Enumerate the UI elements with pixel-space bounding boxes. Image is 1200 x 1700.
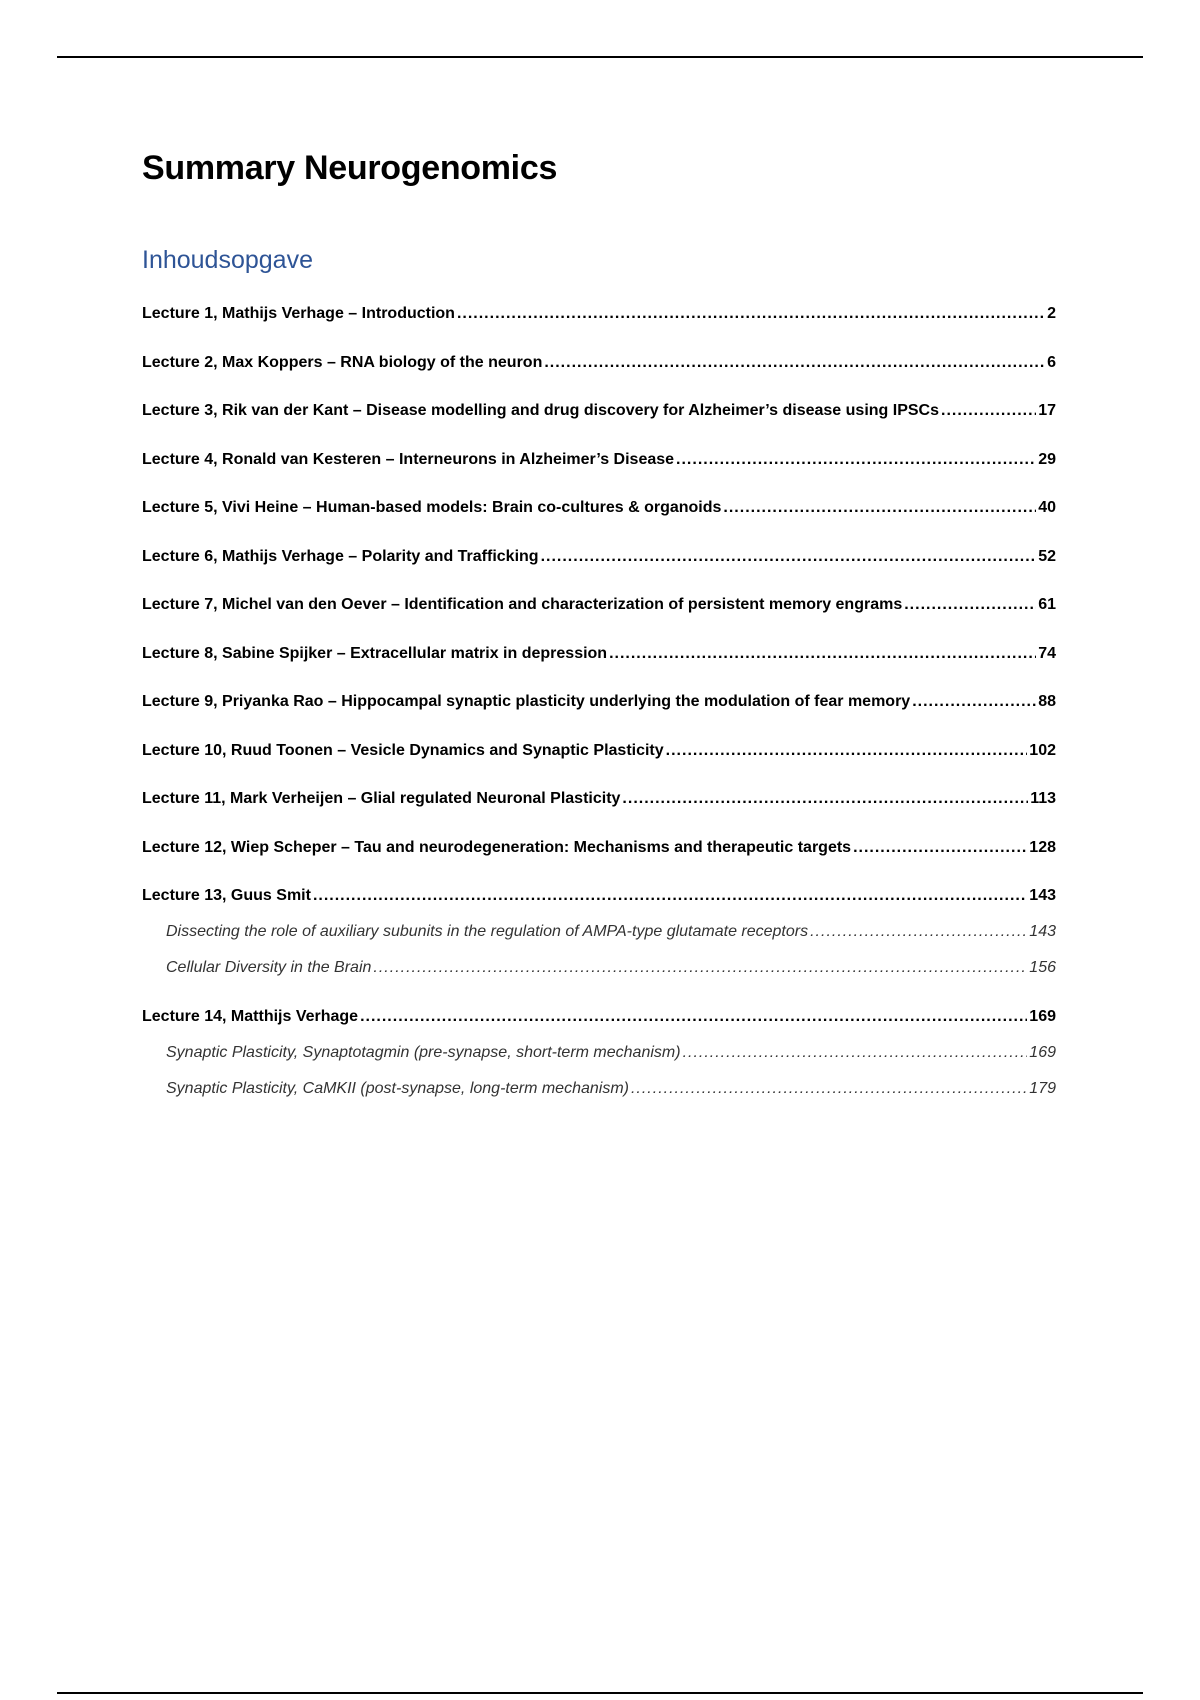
toc-entry-lecture-11[interactable] <box>142 787 1056 811</box>
toc-dot-leader <box>631 1077 1027 1101</box>
toc-entry-lecture-3[interactable] <box>142 399 1056 423</box>
toc-dot-leader <box>544 351 1045 375</box>
toc-entry-lecture-7[interactable] <box>142 593 1056 617</box>
toc-page-number: 29 <box>1038 450 1056 468</box>
toc-entry-lecture-12[interactable] <box>142 836 1056 860</box>
toc-dot-leader <box>912 690 1036 714</box>
toc-entry-title: Lecture 13, Guus Smit <box>142 887 311 904</box>
toc-dot-leader <box>313 884 1027 908</box>
toc-page-number: 6 <box>1047 353 1056 371</box>
toc-dot-leader <box>609 642 1036 666</box>
toc-dot-leader <box>683 1041 1028 1065</box>
toc-entry-lecture-8[interactable] <box>142 642 1056 666</box>
toc-entry-title: Synaptic Plasticity, Synaptotagmin (pre-synapse, short-term mechanism) <box>166 1043 681 1061</box>
toc-dot-leader <box>723 496 1036 520</box>
toc-page-number: 52 <box>1038 547 1056 565</box>
toc-entry-title: Lecture 4, Ronald van Kesteren – Interneurons in Alzheimer’s Disease <box>142 450 675 468</box>
toc-entry-title: Lecture 14, Matthijs Verhage <box>142 1007 359 1025</box>
toc-entry-lecture-1[interactable] <box>142 302 1056 326</box>
toc-heading: Inhoudsopgave <box>142 246 313 274</box>
document-title: Summary Neurogenomics <box>142 149 558 187</box>
toc-entry-lecture-14[interactable] <box>142 1005 1056 1029</box>
table-of-contents <box>142 302 1056 1125</box>
toc-page-number: 143 <box>1029 887 1056 904</box>
toc-dot-leader <box>360 1005 1027 1029</box>
toc-dot-leader <box>941 399 1036 423</box>
toc-page-number: 143 <box>1029 923 1056 940</box>
toc-dot-leader <box>904 593 1036 617</box>
toc-entry-title: Lecture 11, Mark Verheijen – Glial regulated Neuronal Plasticity <box>142 790 621 807</box>
toc-entry-title: Lecture 3, Rik van der Kant – Disease modelling and drug discovery for Alzheimer’s disease using IPSCs <box>142 402 939 419</box>
toc-entry-title: Synaptic Plasticity, CaMKII (post-synapse, long-term mechanism) <box>166 1079 629 1097</box>
toc-page-number: 40 <box>1038 499 1056 516</box>
toc-dot-leader <box>457 302 1045 326</box>
toc-entry-lecture-6[interactable] <box>142 545 1056 569</box>
toc-page-number: 2 <box>1047 305 1056 322</box>
footer-rule <box>57 1692 1143 1694</box>
toc-entry-title: Lecture 8, Sabine Spijker – Extracellular matrix in depression <box>142 644 608 662</box>
toc-page-number: 88 <box>1038 693 1056 710</box>
toc-page-number: 102 <box>1029 741 1056 759</box>
toc-dot-leader <box>373 956 1027 980</box>
toc-entry-title: Lecture 7, Michel van den Oever – Identification and characterization of persistent memory engrams <box>142 596 903 613</box>
toc-page-number: 128 <box>1029 838 1056 856</box>
toc-subentry-cellular-diversity[interactable] <box>142 956 1056 980</box>
toc-entry-title: Lecture 10, Ruud Toonen – Vesicle Dynamics and Synaptic Plasticity <box>142 741 664 759</box>
toc-page-number: 61 <box>1038 596 1056 613</box>
toc-entry-lecture-2[interactable] <box>142 351 1056 375</box>
toc-page-number: 156 <box>1029 959 1056 976</box>
toc-entry-title: Lecture 5, Vivi Heine – Human-based models: Brain co-cultures & organoids <box>142 499 722 516</box>
toc-dot-leader <box>810 920 1027 944</box>
toc-page-number: 17 <box>1038 402 1056 419</box>
header-rule <box>57 56 1143 58</box>
toc-entry-lecture-13[interactable] <box>142 884 1056 908</box>
toc-dot-leader <box>853 836 1027 860</box>
toc-subentry-camkii[interactable] <box>142 1077 1056 1101</box>
toc-entry-title: Lecture 12, Wiep Scheper – Tau and neurodegeneration: Mechanisms and therapeutic targets <box>142 838 852 856</box>
toc-entry-title: Lecture 9, Priyanka Rao – Hippocampal synaptic plasticity underlying the modulation of fear memory <box>142 693 911 710</box>
toc-entry-title: Lecture 1, Mathijs Verhage – Introduction <box>142 305 455 322</box>
toc-dot-leader <box>676 448 1036 472</box>
toc-subentry-ampa-receptors[interactable] <box>142 920 1056 944</box>
toc-entry-title: Lecture 6, Mathijs Verhage – Polarity and Trafficking <box>142 547 539 565</box>
toc-entry-title: Lecture 2, Max Koppers – RNA biology of the neuron <box>142 353 543 371</box>
toc-page-number: 169 <box>1029 1007 1056 1025</box>
toc-entry-title: Dissecting the role of auxiliary subunits in the regulation of AMPA-type glutamate receptors <box>166 923 809 940</box>
toc-dot-leader <box>666 739 1028 763</box>
toc-dot-leader <box>622 787 1028 811</box>
toc-dot-leader <box>541 545 1037 569</box>
toc-entry-title: Cellular Diversity in the Brain <box>166 959 372 976</box>
toc-subentry-synaptotagmin[interactable] <box>142 1041 1056 1065</box>
toc-entry-lecture-4[interactable] <box>142 448 1056 472</box>
toc-page-number: 179 <box>1029 1079 1056 1097</box>
toc-page-number: 74 <box>1038 644 1056 662</box>
toc-entry-lecture-5[interactable] <box>142 496 1056 520</box>
toc-page-number: 169 <box>1029 1043 1056 1061</box>
toc-entry-lecture-10[interactable] <box>142 739 1056 763</box>
toc-page-number: 113 <box>1030 790 1056 807</box>
toc-entry-lecture-9[interactable] <box>142 690 1056 714</box>
